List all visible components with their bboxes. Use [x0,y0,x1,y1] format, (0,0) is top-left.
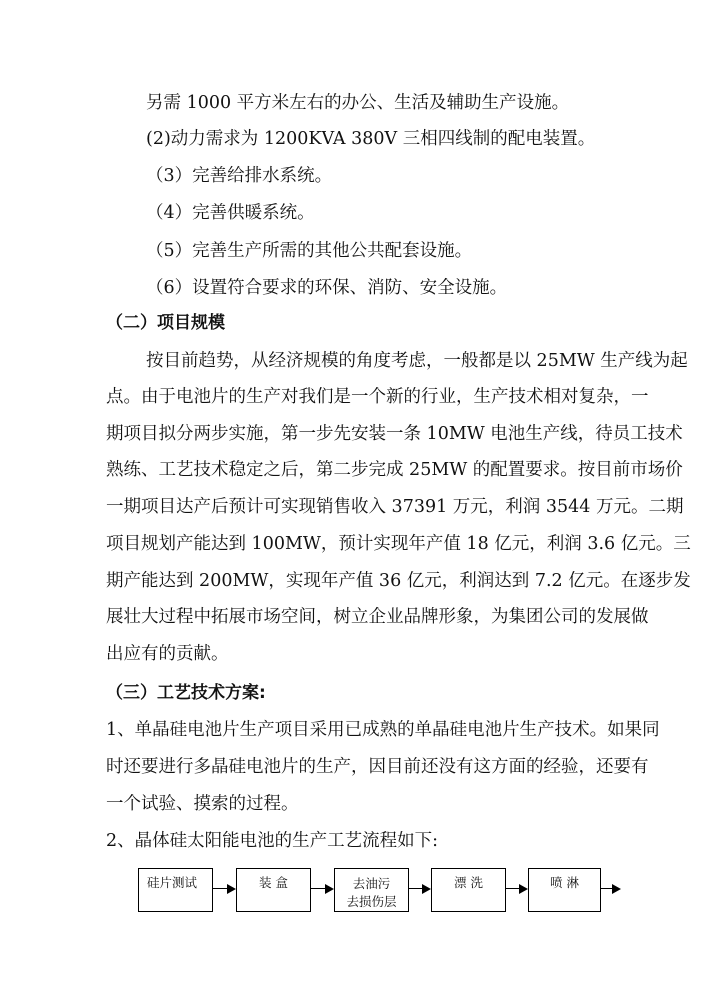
process-item2-line: 2、晶体硅太阳能电池的生产工艺流程如下: [106,831,439,851]
flow-arrow [213,884,236,894]
intro-line-2: (2)动力需求为 1200KVA 380V 三相四线制的配电装置。 [146,129,596,149]
scale-paragraph-line-3: 期项目拟分两步实施，第一步先安装一条 10MW 电池生产线，待员工技术 [106,424,683,444]
scale-paragraph-line-5: 一期项目达产后预计可实现销售收入 37391 万元，利润 3544 万元。二期 [106,497,684,517]
flow-step-degrease [334,868,409,912]
process-item1-line-3: 一个试验、摸索的过程。 [106,794,299,814]
flow-step-label-2: 去损伤层 [346,894,397,909]
flow-step-label: 喷 淋 [550,875,579,890]
scale-paragraph-line-1: 按目前趋势，从经济规模的角度考虑，一般都是以 25MW 生产线为起 [146,351,688,371]
scale-paragraph-line-7: 期产能达到 200MW，实现年产值 36 亿元，利润达到 7.2 亿元。在逐步发 [106,571,691,591]
flow-step-label: 硅片测试 [147,875,198,890]
flow-step-spray [528,868,601,912]
scale-paragraph-line-8: 展壮大过程中拓展市场空间，树立企业品牌形象，为集团公司的发展做 [106,607,649,627]
process-flowchart [0,868,703,918]
flow-step-wafer-test [138,868,213,912]
process-item1-line-1: 1、单晶硅电池片生产项目采用已成熟的单晶硅电池片生产技术。如果同 [106,720,660,740]
scale-paragraph-line-4: 熟练、工艺技术稳定之后，第二步完成 25MW 的配置要求。按目前市场价 [106,460,683,480]
flow-step-rinse [431,868,506,912]
flow-step-label: 装 盒 [259,875,288,890]
flow-arrow [311,884,334,894]
intro-line-3: （3）完善给排水系统。 [146,166,333,186]
intro-line-6: （6）设置符合要求的环保、消防、安全设施。 [146,278,508,298]
flow-step-label: 漂 洗 [454,875,483,890]
flow-arrow [409,884,431,894]
scale-paragraph-line-2: 点。由于电池片的生产对我们是一个新的行业，生产技术相对复杂，一 [106,387,649,407]
flow-step-label: 去油污 [352,876,391,891]
scale-paragraph-line-9: 出应有的贡献。 [106,644,229,664]
section-heading-scale: （二）项目规模 [106,313,225,333]
section-heading-process: （三）工艺技术方案: [106,683,266,703]
intro-line-1: 另需 1000 平方米左右的办公、生活及辅助生产设施。 [146,93,570,113]
intro-line-4: （4）完善供暖系统。 [146,203,315,223]
flow-step-loading [236,868,311,912]
intro-line-5: （5）完善生产所需的其他公共配套设施。 [146,241,473,261]
flow-arrow [601,884,621,894]
flow-arrow [506,884,528,894]
scale-paragraph-line-6: 项目规划产能达到 100MW，预计实现年产值 18 亿元，利润 3.6 亿元。三 [106,534,691,554]
process-item1-line-2: 时还要进行多晶硅电池片的生产，因目前还没有这方面的经验，还要有 [106,757,649,777]
